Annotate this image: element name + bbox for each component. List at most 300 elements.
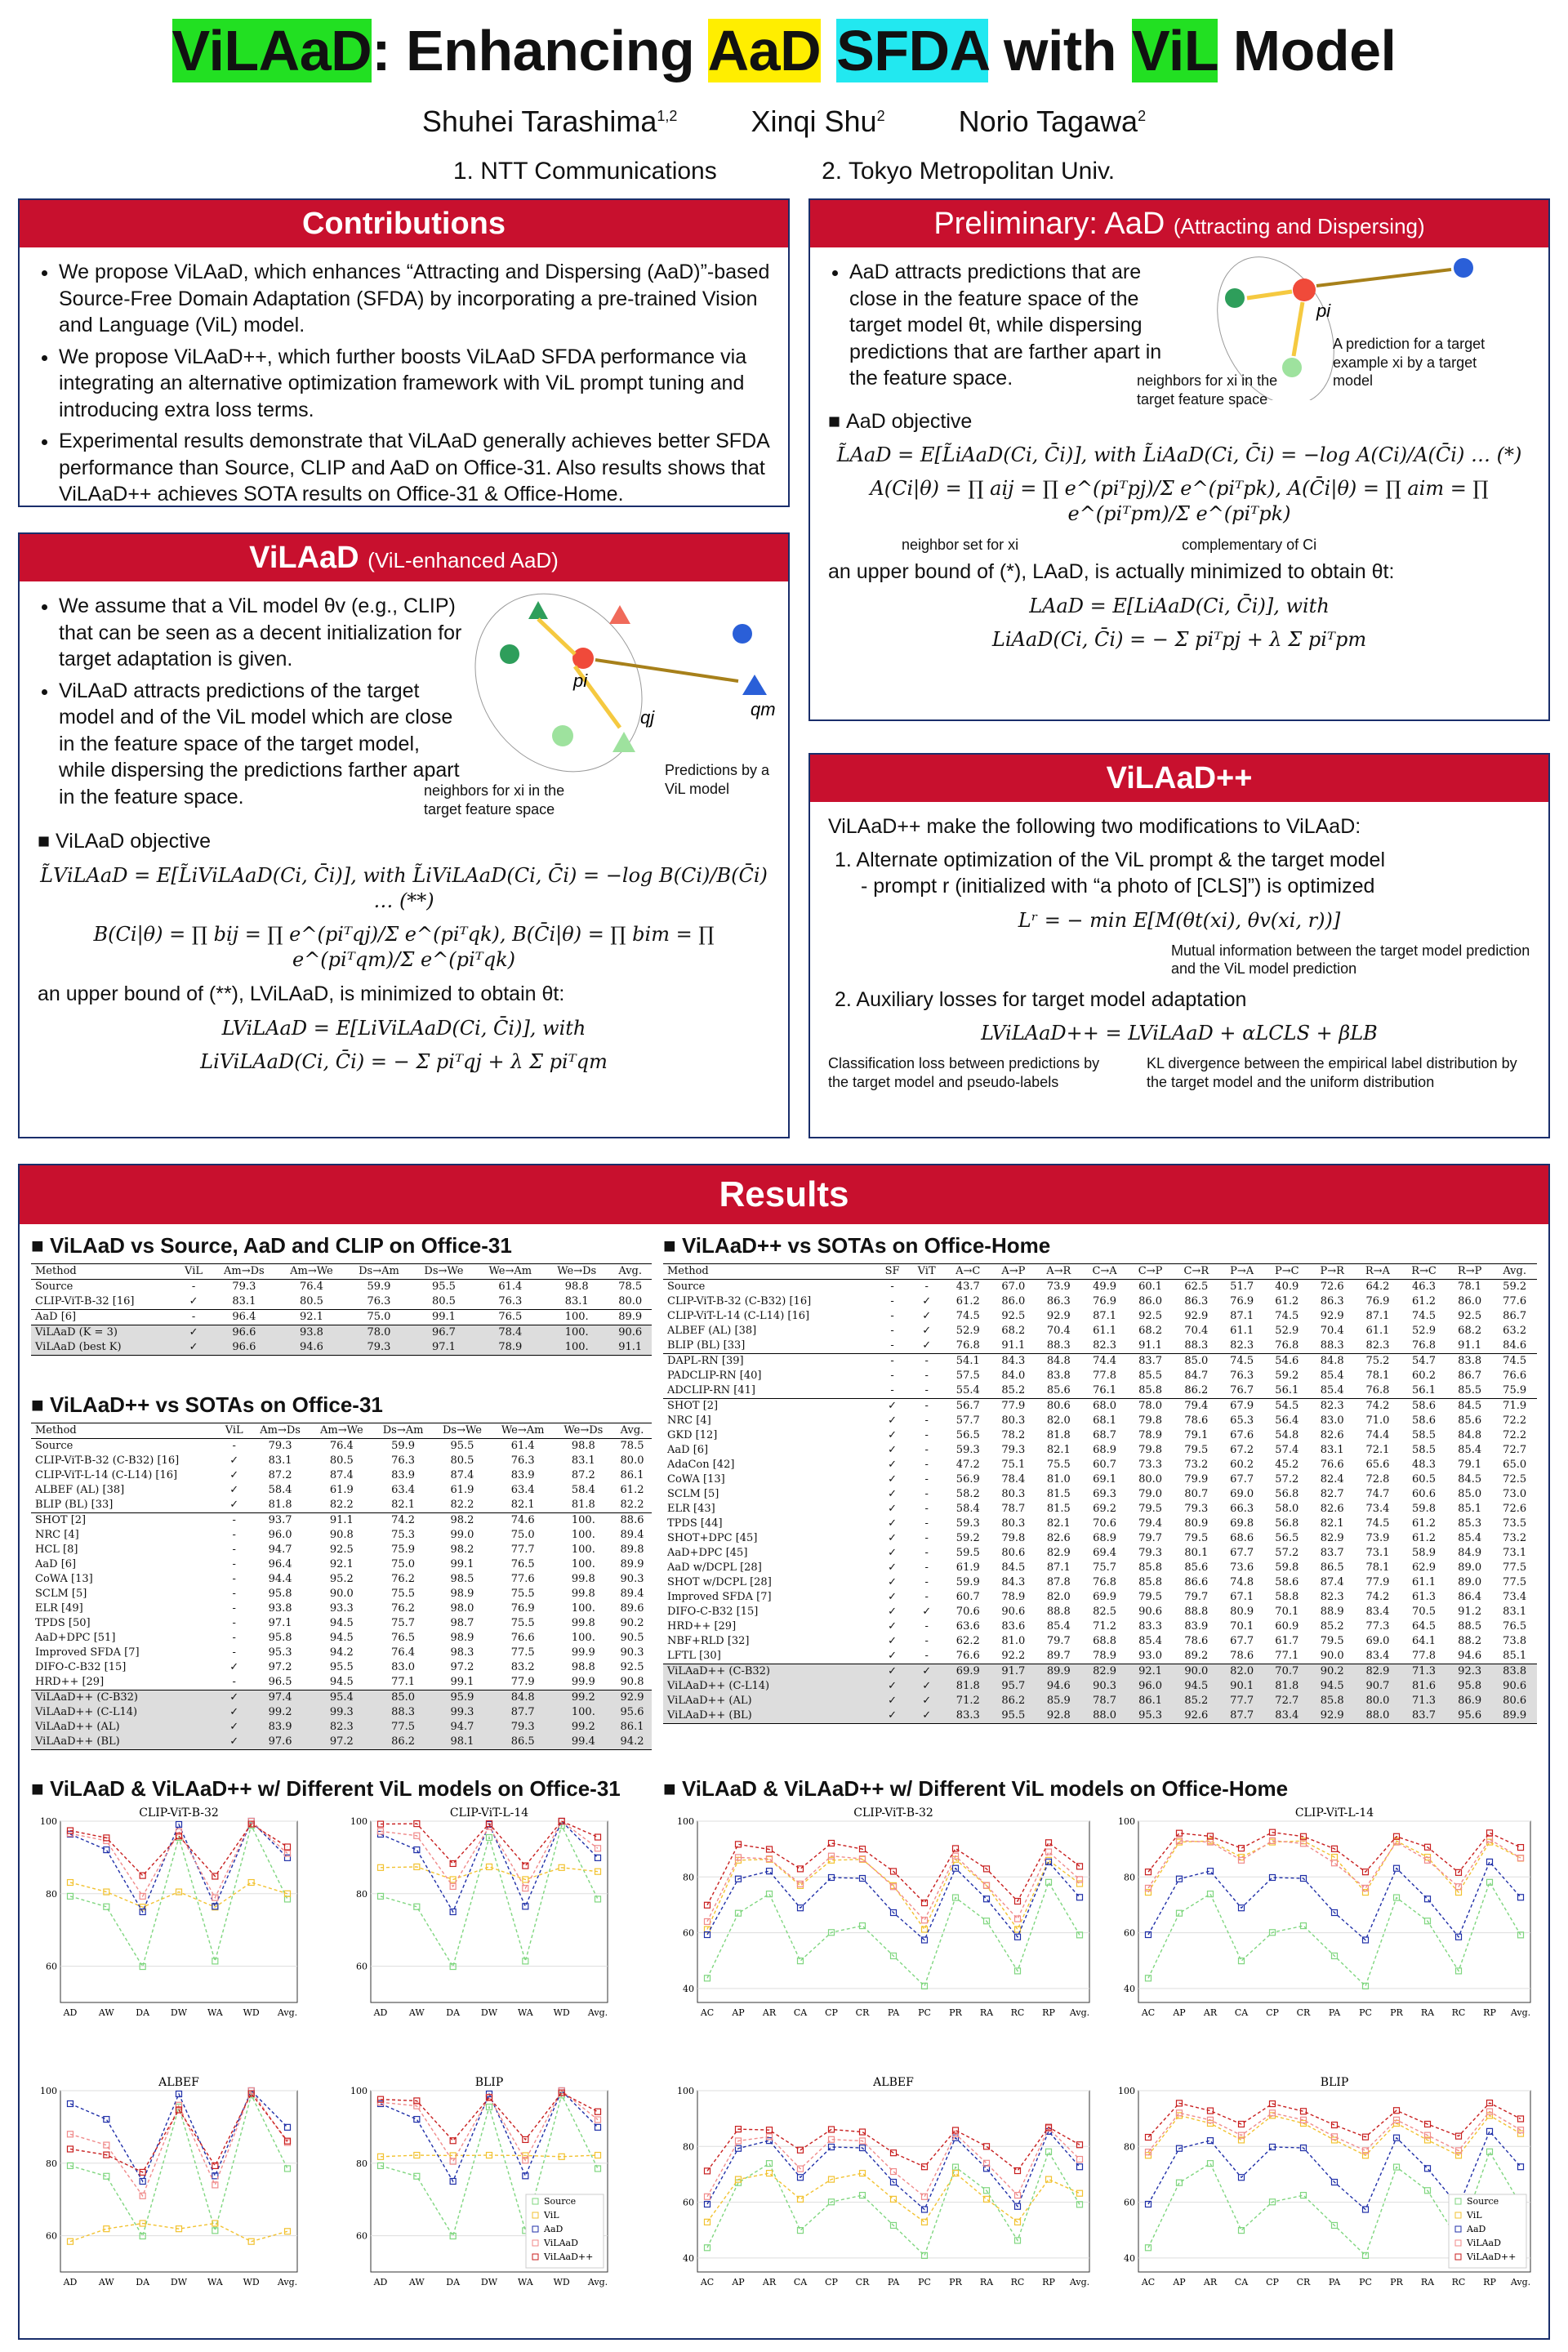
table-cell: 74.5: [1275, 1310, 1299, 1322]
table-cell: 96.6: [212, 1325, 278, 1341]
table-cell: 88.0: [1355, 1708, 1401, 1724]
table-cell: 58.5: [1412, 1429, 1436, 1441]
table-cell: 95.8: [268, 1632, 292, 1644]
vilaad-eq1: L̃ViLAaD = E[L̃iViLAaD(Ci, C̄i)], with L̃iViLAaD(Ci, C̄i) = −log B(Ci)/B(C̄i) … (**): [40, 863, 768, 912]
table-cell: 90.8: [329, 1529, 354, 1541]
table-cell: 89.9: [1492, 1708, 1537, 1724]
vil-prediction-triangle: [609, 605, 630, 624]
table-cell: 69.2: [1093, 1503, 1117, 1515]
table-cell: 99.1: [450, 1558, 474, 1570]
table-cell: ✓: [922, 1339, 932, 1352]
table-cell: 40.9: [1275, 1281, 1299, 1293]
table-cell: 52.9: [1275, 1325, 1299, 1337]
table-row: [663, 1546, 1537, 1561]
table-cell: -: [924, 1384, 929, 1396]
table-cell: 83.3: [945, 1708, 991, 1724]
table-cell: 75.5: [391, 1588, 416, 1600]
table-cell: 83.8: [1492, 1664, 1537, 1680]
table-cell: ELR [43]: [667, 1503, 715, 1515]
table-cell: 94.5: [329, 1632, 354, 1644]
svg-text:qj: qj: [640, 707, 655, 728]
table-cell: 74.5: [956, 1310, 980, 1322]
table-cell: 83.8: [1447, 1354, 1492, 1370]
table-cell: 83.0: [391, 1661, 416, 1673]
table-cell: 88.3: [1046, 1339, 1071, 1352]
table-cell: 67.9: [1219, 1399, 1264, 1414]
table-cell: ALBEF (AL) [38]: [667, 1325, 757, 1337]
table-cell: 95.5: [991, 1708, 1036, 1724]
table-cell: 89.9: [620, 1558, 644, 1570]
table-cell: 54.5: [1264, 1399, 1310, 1414]
table-cell: 85.5: [1138, 1370, 1163, 1382]
contributions-header: Contributions: [20, 200, 788, 247]
x-tick-label: CA: [793, 2277, 808, 2287]
table-header-cell: P→C: [1264, 1264, 1310, 1280]
x-tick-label: PC: [1359, 2007, 1372, 2018]
table-cell: 92.1: [277, 1310, 346, 1325]
table-cell: 88.9: [1320, 1606, 1344, 1618]
table-cell: 80.6: [1001, 1547, 1026, 1559]
table-cell: 56.5: [956, 1429, 980, 1441]
table-cell: 74.5: [1492, 1354, 1537, 1370]
legend-label: Source: [1467, 2196, 1499, 2207]
x-tick-label: RA: [979, 2277, 994, 2287]
x-tick-label: AR: [1203, 2277, 1218, 2287]
table-cell: 61.2: [1412, 1517, 1436, 1530]
table-header-cell: Am→Ds: [250, 1423, 310, 1439]
table-cell: 84.7: [1184, 1370, 1209, 1382]
table-cell: 69.9: [945, 1664, 991, 1680]
table-cell: -: [890, 1281, 894, 1293]
table-cell: 75.7: [1093, 1561, 1117, 1574]
table-cell: CLIP-ViT-L-14 (C-L14) [16]: [35, 1469, 178, 1481]
table-header-cell: We→Am: [492, 1423, 555, 1439]
table-cell: 76.6: [956, 1650, 980, 1662]
table-cell: 76.2: [391, 1573, 416, 1585]
table-cell: ✓: [888, 1635, 898, 1647]
table-cell: 87.2: [268, 1469, 292, 1481]
table-cell: 86.2: [1184, 1384, 1209, 1396]
table-row: [31, 1310, 652, 1325]
table-row: [31, 1294, 652, 1310]
table-cell: 78.9: [1093, 1650, 1117, 1662]
table-cell: 68.9: [1093, 1444, 1117, 1456]
table-cell: 94.2: [612, 1735, 652, 1750]
title-vil: ViL: [1131, 19, 1218, 82]
table-cell: 94.5: [329, 1617, 354, 1629]
table-cell: ✓: [888, 1517, 898, 1530]
table-row: [663, 1354, 1537, 1370]
table-cell: 60.2: [1412, 1370, 1436, 1382]
table-row: [663, 1708, 1537, 1724]
table-cell: 85.0: [1458, 1488, 1482, 1500]
table-cell: -: [232, 1558, 236, 1570]
table-cell: -: [908, 1354, 945, 1370]
table-cell: 92.9: [1320, 1310, 1344, 1322]
table-cell: 77.5: [1503, 1561, 1527, 1574]
table-cell: 60.7: [1093, 1459, 1117, 1471]
table-cell: ✓: [908, 1708, 945, 1724]
table-cell: 72.5: [1503, 1473, 1527, 1486]
table-cell: 99.2: [250, 1705, 310, 1720]
table-cell: Improved SFDA [7]: [667, 1591, 772, 1603]
x-tick-label: RC: [1451, 2007, 1466, 2018]
table-cell: 82.6: [1320, 1429, 1344, 1441]
table-row: [31, 1646, 652, 1660]
table-cell: 61.2: [620, 1484, 644, 1496]
table-cell: 54.8: [1275, 1429, 1299, 1441]
table-cell: 77.9: [1365, 1576, 1390, 1588]
table-row: [663, 1605, 1537, 1619]
x-tick-label: RA: [979, 2007, 994, 2018]
table-cell: 76.3: [367, 1295, 391, 1307]
table-cell: 74.5: [1219, 1354, 1264, 1370]
table-cell: 63.4: [510, 1484, 535, 1496]
table-cell: 81.8: [571, 1499, 595, 1511]
table-cell: 81.8: [1046, 1429, 1071, 1441]
table-cell: 51.7: [1230, 1281, 1254, 1293]
table-cell: 59.9: [367, 1281, 391, 1293]
table-cell: 83.1: [564, 1295, 589, 1307]
table-row: [663, 1531, 1537, 1546]
table-cell: 78.1: [1365, 1370, 1390, 1382]
table-cell: ✓: [888, 1591, 898, 1603]
table-cell: -: [924, 1429, 929, 1441]
table-row: [31, 1720, 652, 1735]
table-header-cell: Am→We: [277, 1264, 346, 1280]
table-cell: 77.8: [1412, 1650, 1436, 1662]
table-cell: -: [232, 1588, 236, 1600]
table-cell: 79.8: [1001, 1532, 1026, 1544]
table-cell: 93.8: [277, 1325, 346, 1341]
table-cell: 74.5: [1365, 1517, 1390, 1530]
table-cell: 89.7: [1046, 1650, 1071, 1662]
table-cell: 65.6: [1365, 1459, 1390, 1471]
table-cell: 64.2: [1365, 1281, 1390, 1293]
table-cell: 67.6: [1230, 1429, 1254, 1441]
title-part: with: [988, 19, 1132, 82]
table-cell: 89.0: [1458, 1576, 1482, 1588]
table-cell: 87.7: [492, 1705, 555, 1720]
table-cell: 65.0: [1503, 1459, 1527, 1471]
x-tick-label: CP: [825, 2277, 838, 2287]
table-cell: 75.0: [510, 1529, 535, 1541]
table-cell: 43.7: [956, 1281, 980, 1293]
vilaad-box: ViLAaD (ViL-enhanced AaD) • We assume that a ViL model θv (e.g., CLIP) that can be seen as a decent initialization for target adaptation is given. • ViLAaD attracts predictions of the target model and of the ViL model which are close in the feature space of the target model, while dispersing the predictions farther apart in the feature space. pi qj qm neighbors for xi in the target feature space Predictions by a ViL model ■ ViLAaD objective L̃ViLAaD = E[L̃iViLAaD(Ci, C̄i)], with L̃iViLAaD(Ci, C̄i) = −log B(Ci)/B(C̄i) … (**) B(Ci|θ) = ∏ bij = ∏ e^(piᵀqj)/Σ e^(piᵀqk), B(C̄i|θ) = ∏ bim = ∏ e^(piᵀqm)/Σ e^(piᵀqk) an upper bound of (**), LViLAaD, is minimized to obtain θt: LViLAaD = E[LiViLAaD(Ci, C̄i)], with LiViLAaD(Ci, C̄i) = − Σ piᵀqj + λ Σ piᵀqm: [18, 532, 790, 1138]
table-cell: 87.7: [1219, 1708, 1264, 1724]
vilaad-diagram: [461, 585, 779, 781]
table-cell: 61.2: [1275, 1295, 1299, 1307]
table-cell: 71.0: [1365, 1414, 1390, 1427]
table-cell: -: [232, 1602, 236, 1615]
table-cell: 90.3: [620, 1573, 644, 1585]
table-row: [663, 1399, 1537, 1414]
table-cell: 82.5: [1093, 1606, 1117, 1618]
table-cell: 58.4: [956, 1503, 980, 1515]
table-cell: 76.6: [1320, 1459, 1344, 1471]
table-cell: 81.0: [1001, 1635, 1026, 1647]
table-cell: 100.: [571, 1558, 595, 1570]
table-cell: -: [890, 1339, 894, 1352]
table-cell: 70.4: [1320, 1325, 1344, 1337]
table-cell: 72.8: [1365, 1473, 1390, 1486]
table-cell: ViLAaD (best K): [31, 1340, 176, 1356]
table-cell: 84.8: [492, 1690, 555, 1706]
y-tick-label: 60: [356, 2230, 368, 2242]
table-cell: 98.1: [433, 1735, 491, 1750]
table-cell: -: [924, 1620, 929, 1633]
table-cell: 68.2: [1138, 1325, 1163, 1337]
y-tick-label: 100: [1118, 1816, 1135, 1827]
table-cell: 76.4: [299, 1281, 323, 1293]
y-tick-label: 60: [1124, 1927, 1135, 1939]
table-cell: 77.1: [391, 1676, 416, 1688]
table-cell: 94.7: [268, 1544, 292, 1556]
plot-frame: [60, 2091, 297, 2272]
table-row: [31, 1454, 652, 1468]
table-cell: 85.4: [1458, 1444, 1482, 1456]
table-cell: 79.3: [268, 1440, 292, 1452]
table-cell: 61.3: [1412, 1591, 1436, 1603]
table-header-cell: P→A: [1219, 1264, 1264, 1280]
y-tick-label: 100: [40, 1816, 57, 1827]
table-cell: 89.4: [620, 1529, 644, 1541]
table-cell: 83.9: [1184, 1620, 1209, 1633]
table-cell: AaD [6]: [667, 1444, 709, 1456]
table-cell: ✓: [888, 1547, 898, 1559]
table-row: [663, 1443, 1537, 1458]
table-cell: 61.4: [510, 1440, 535, 1452]
table-header-cell: C→A: [1081, 1264, 1127, 1280]
table-cell: 82.3: [1230, 1339, 1254, 1352]
table-cell: 78.6: [1184, 1414, 1209, 1427]
table-cell: PADCLIP-RN [40]: [667, 1370, 762, 1382]
y-tick-label: 80: [46, 2158, 57, 2169]
x-tick-label: DA: [446, 2007, 461, 2018]
table-cell: 85.4: [1138, 1635, 1163, 1647]
table-cell: 79.4: [1173, 1399, 1219, 1414]
x-tick-label: WA: [207, 2277, 223, 2287]
table-cell: -: [908, 1399, 945, 1414]
table-cell: 95.5: [450, 1440, 474, 1452]
table-cell: ✓: [876, 1694, 908, 1708]
table-cell: 76.4: [391, 1646, 416, 1659]
table-cell: 77.5: [1503, 1576, 1527, 1588]
x-tick-label: AW: [98, 2277, 114, 2287]
table-cell: 95.7: [991, 1679, 1036, 1694]
table-cell: 85.4: [1458, 1532, 1482, 1544]
table-cell: 83.6: [1001, 1620, 1026, 1633]
y-tick-label: 80: [683, 2141, 694, 2153]
table-cell: SHOT+DPC [45]: [667, 1532, 758, 1544]
table-cell: 59.2: [956, 1532, 980, 1544]
table-cell: 68.2: [1001, 1325, 1026, 1337]
x-tick-label: WD: [243, 2277, 260, 2287]
table-cell: -: [890, 1295, 894, 1307]
table-cell: 73.9: [1365, 1532, 1390, 1544]
table-cell: 86.2: [991, 1694, 1036, 1708]
table-cell: ViLAaD++ (AL): [31, 1720, 218, 1735]
table-cell: CoWA [13]: [35, 1573, 93, 1585]
table-cell: 73.9: [1046, 1281, 1071, 1293]
table-cell: 74.2: [373, 1513, 433, 1529]
contribution-item: • We propose ViLAaD++, which further boosts ViLAaD SFDA performance via integrating an alternative optimization framework with ViL prompt tuning and introducing extra loss terms.: [59, 344, 770, 424]
table-cell: 75.5: [1046, 1459, 1071, 1471]
table-cell: 79.4: [1138, 1517, 1163, 1530]
table-cell: 70.6: [956, 1606, 980, 1618]
preliminary-header: Preliminary: AaD (Attracting and Dispersing): [810, 200, 1548, 247]
table-cell: 85.2: [1173, 1694, 1219, 1708]
table-cell: 80.5: [299, 1295, 323, 1307]
x-tick-label: PC: [1359, 2277, 1372, 2287]
table-cell: 69.0: [1365, 1635, 1390, 1647]
table-cell: 92.5: [1138, 1310, 1163, 1322]
contribution-item: • Experimental results demonstrate that ViLAaD generally achieves better SFDA performance than Source, CLIP and AaD on Office-31. Also results shows that ViLAaD++ achieves SOTA results on Office-31 & Office-Home.: [59, 428, 770, 508]
preliminary-item: • AaD attracts predictions that are close in the feature space of the target model θt, while dispersing predictions that are farther apart in the feature space.: [849, 259, 1187, 392]
table-cell: -: [890, 1325, 894, 1337]
table-cell: 61.9: [956, 1561, 980, 1574]
table-row: [31, 1631, 652, 1646]
vilaadpp-substep: - prompt r (initialized with “a photo of [CLS]”) is optimized: [861, 875, 1375, 898]
table-cell: 99.3: [433, 1705, 491, 1720]
table-cell: 68.8: [1093, 1635, 1117, 1647]
table-cell: 94.6: [277, 1340, 346, 1356]
table-cell: 75.9: [1503, 1384, 1527, 1396]
table-cell: 70.5: [1412, 1606, 1436, 1618]
x-tick-label: Avg.: [587, 2277, 608, 2287]
table-cell: 78.6: [1184, 1635, 1209, 1647]
table-cell: 77.6: [510, 1573, 535, 1585]
table-cell: 83.4: [1365, 1606, 1390, 1618]
x-tick-label: WA: [517, 2007, 533, 2018]
table-cell: SHOT [2]: [663, 1399, 876, 1414]
table-cell: LFTL [30]: [667, 1650, 721, 1662]
table-cell: 83.2: [510, 1661, 535, 1673]
table-cell: 84.8: [1458, 1429, 1482, 1441]
table-cell: 61.9: [329, 1484, 354, 1496]
table-cell: 58.8: [1275, 1591, 1299, 1603]
legend-label: AaD: [544, 2224, 564, 2234]
table-cell: 68.6: [1230, 1532, 1254, 1544]
table-cell: 82.1: [1320, 1517, 1344, 1530]
contribution-item: • We propose ViLAaD, which enhances “Attracting and Dispersing (AaD)”-based Source-Free Domain Adaptation (SFDA) by incorporating a pre-trained Vision and Language (ViL) model.: [59, 259, 770, 339]
table-cell: 75.2: [1355, 1354, 1401, 1370]
table-cell: 84.3: [991, 1354, 1036, 1370]
table-cell: 83.1: [268, 1454, 292, 1467]
table-cell: 78.2: [1001, 1429, 1026, 1441]
vilaadpp-eq1: Lʳ = − min E[M(θt(xi), θv(xi, r))]: [1018, 908, 1341, 932]
vilaadpp-step: 1. Alternate optimization of the ViL prompt & the target model: [835, 848, 1385, 871]
table-cell: 99.2: [555, 1690, 612, 1706]
table-cell: 56.1: [1275, 1384, 1299, 1396]
table-cell: 90.3: [1081, 1679, 1127, 1694]
table-cell: ✓: [176, 1340, 211, 1356]
results-box: [18, 1164, 1550, 2340]
table-cell: 78.4: [476, 1325, 546, 1341]
table-cell: 86.0: [1458, 1295, 1482, 1307]
table-cell: 92.3: [1447, 1664, 1492, 1680]
table-cell: 86.1: [620, 1469, 644, 1481]
table-cell: 82.9: [1046, 1547, 1071, 1559]
table-cell: 79.3: [492, 1720, 555, 1735]
table-cell: 72.2: [1503, 1429, 1527, 1441]
table-cell: ✓: [922, 1325, 932, 1337]
table-cell: 77.7: [1219, 1694, 1264, 1708]
table-cell: 57.5: [956, 1370, 980, 1382]
vilaad-eq3: LViLAaD = E[LiViLAaD(Ci, C̄i)], with: [221, 1016, 586, 1040]
table-header-cell: ViL: [218, 1423, 250, 1439]
x-tick-label: CP: [825, 2007, 838, 2018]
table-cell: ✓: [888, 1606, 898, 1618]
table-cell: 72.6: [1320, 1281, 1344, 1293]
table-cell: 83.9: [250, 1720, 310, 1735]
table-cell: 80.0: [1355, 1694, 1401, 1708]
table-cell: 85.2: [1320, 1620, 1344, 1633]
affiliation: 2. Tokyo Metropolitan Univ.: [822, 158, 1116, 185]
x-tick-label: AR: [1203, 2007, 1218, 2018]
contributions-box: [18, 198, 790, 507]
table-cell: 73.5: [1503, 1517, 1527, 1530]
legend-label: Source: [544, 2196, 577, 2207]
vilaadpp-header: ViLAaD++: [810, 755, 1548, 802]
table-cell: 100.: [571, 1632, 595, 1644]
table-cell: 85.4: [1320, 1384, 1344, 1396]
vilaadpp-note: Classification loss between predictions by the target model and pseudo-labels: [828, 1055, 1100, 1090]
table-row: [663, 1428, 1537, 1443]
table-cell: 91.7: [991, 1664, 1036, 1680]
x-tick-label: WD: [553, 2007, 570, 2018]
table-cell: 82.3: [1320, 1591, 1344, 1603]
table-cell: 68.7: [1093, 1429, 1117, 1441]
table-cell: 76.7: [1230, 1384, 1254, 1396]
table-cell: 85.5: [1458, 1384, 1482, 1396]
table-cell: -: [924, 1517, 929, 1530]
table-cell: ViLAaD++ (AL): [663, 1694, 876, 1708]
table-cell: GKD [12]: [667, 1429, 718, 1441]
table-cell: 99.8: [571, 1617, 595, 1629]
table-cell: 85.4: [1046, 1620, 1071, 1633]
svg-text:pi: pi: [1316, 301, 1331, 321]
table-cell: 76.5: [1503, 1620, 1527, 1633]
table-cell: 98.2: [433, 1513, 491, 1529]
table-cell: 70.7: [1264, 1664, 1310, 1680]
table-cell: DIFO-C-B32 [15]: [667, 1606, 759, 1618]
table-cell: 95.9: [433, 1690, 491, 1706]
table-cell: CoWA [13]: [667, 1473, 725, 1486]
table-cell: 79.5: [1138, 1503, 1163, 1515]
title-vilaad: ViLAaD: [172, 19, 372, 82]
table-cell: CLIP-ViT-L-14 (C-L14) [16]: [667, 1310, 810, 1322]
x-tick-label: Avg.: [277, 2277, 298, 2287]
table-cell: 70.4: [1046, 1325, 1071, 1337]
x-tick-label: AD: [373, 2277, 388, 2287]
x-tick-label: AD: [63, 2277, 78, 2287]
table-cell: 67.2: [1230, 1444, 1254, 1456]
table-cell: 73.4: [1365, 1503, 1390, 1515]
table-cell: 58.0: [1275, 1503, 1299, 1515]
table-cell: 58.6: [1412, 1414, 1436, 1427]
y-tick-label: 100: [677, 2086, 694, 2096]
table-cell: 78.5: [620, 1440, 644, 1452]
table-cell: 88.3: [1184, 1339, 1209, 1352]
table-cell: 95.8: [1447, 1679, 1492, 1694]
table-cell: 84.5: [1001, 1561, 1026, 1574]
table-cell: 87.1: [1093, 1310, 1117, 1322]
table-cell: 82.0: [1219, 1664, 1264, 1680]
table-cell: 70.1: [1230, 1620, 1254, 1633]
table-cell: 58.6: [1401, 1399, 1447, 1414]
table-cell: 61.2: [956, 1295, 980, 1307]
